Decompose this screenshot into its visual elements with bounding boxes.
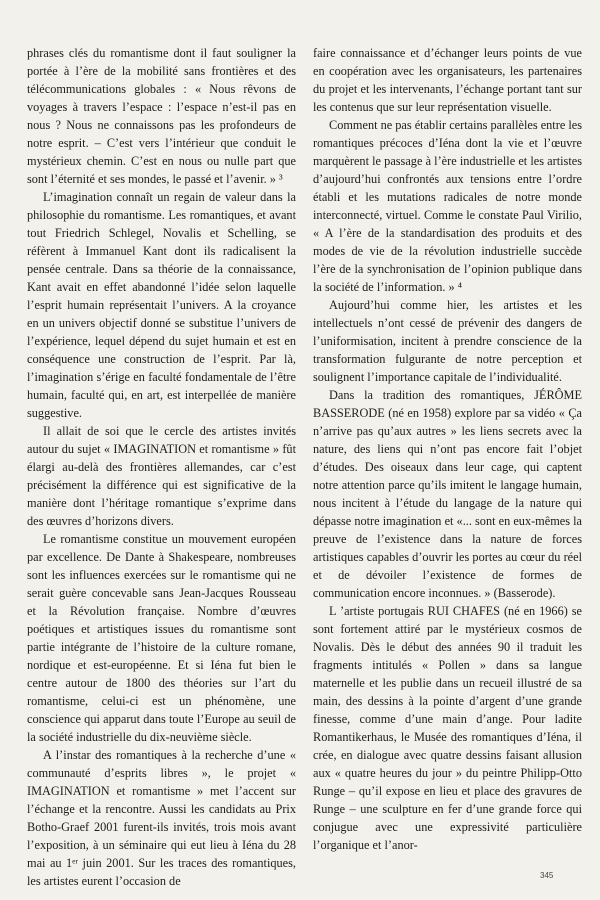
- paragraph: Il allait de soi que le cercle des artistes invités autour du sujet « IMAGINATION et romantisme » fût élargi au-delà des frontières allemandes, car c’est précisément la différence qui est significative de la manière dont l’héritage romantique s’exprime dans des œuvres d’horizons divers.: [27, 424, 296, 528]
- paragraph: A l’instar des romantiques à la recherche d’une « communauté d’esprits libres », le projet « IMAGINATION et romantisme » met l’accent sur l’échange et la rencontre. Aussi les candidats au Prix Botho-Graef 2001 furent-ils invités, trois mois avant l’exposition, à un séminaire qui eut lieu à Iéna du 28 mai au 1ᵉʳ juin 2001. Sur les traces des romantiques, les artistes eurent l’occasion de: [27, 748, 296, 888]
- paragraph: faire connaissance et d’échanger leurs points de vue en coopération avec les organisateurs, les partenaires du projet et les intervenants, l’échange portant tant sur les contenus que sur leur représentation visuelle.: [313, 46, 582, 114]
- paragraph: phrases clés du romantisme dont il faut souligner la portée à l’ère de la mobilité sans frontières et des télécommunications globales : « Nous rêvons de voyages à travers l’espace : l’espace n’est-il pas en nous ? Nous ne connaissons pas les profondeurs de notre esprit. – C’est vers l’intérieur que conduit le mystérieux chemin. C’est en nous ou nulle part que sont l’éternité et ses mondes, le passé et l’avenir. » ³: [27, 46, 296, 186]
- page-number: 345: [540, 871, 554, 880]
- paragraph: Dans la tradition des romantiques, JÉRÔME BASSERODE (né en 1958) explore par sa vidéo « Ça n’arrive pas qu’aux autres » les liens secrets avec la nature, des liens qui n’ont pas encore fait l’objet d’études. Des oiseaux dans leur cage, qui captent notre attention parce qu’ils imitent le langage humain, nous incitent à l’étude du langage de la nature qui dépasse notre imagination et «... sont en eux-mêmes la preuve de l’existence dans la nature de forces artistiques capables d’ouvrir les portes au cœur du réel et de dévoiler l’existence de formes de communication encore inconnues. » (Basserode).: [313, 388, 582, 600]
- paragraph: Comment ne pas établir certains parallèles entre les romantiques précoces d’Iéna dont la vie et l’œuvre marquèrent le passage à l’ère industrielle et les artistes d’aujourd’hui confrontés aux tensions entre l’ordre établi et les mutations radicales de notre monde interconnecté, virtuel. Comme le constate Paul Virilio, « A l’ère de la standardisation des produits et des modes de vie de la révolution industrielle succède l’ère de la synchronisation de l’opinion publique dans la société de l’information. » ⁴: [313, 118, 583, 294]
- paragraph: L’imagination connaît un regain de valeur dans la philosophie du romantisme. Les romantiques, et avant tout Friedrich Schlegel, Novalis et Schelling, se réfèrent à Immanuel Kant dont ils radicalisent la pensée centrale. Dans sa théorie de la connaissance, Kant avait en effet abandonné l’idée selon laquelle l’esprit humain représentait l’univers. A la croyance en un univers objectif donné se substitue l’univers de l’expérience, lequel dépend du sujet humain et est en conséquence une construction de l’esprit. Par là, l’imagination s’érige en faculté fondamentale de l’être humain, faculté qui, en art, est interpellée de manière suggestive.: [27, 190, 296, 420]
- paragraph: L ’artiste portugais RUI CHAFES (né en 1966) se sont fortement attiré par le mystérieux cosmos de Novalis. Dès le début des années 90 il traduit les fragments intitulés « Pollen » dans sa langue maternelle et les publie dans un recueil illustré de sa main, des dessins à la pointe d’argent d’une grande finesse, comme d’une main d’ange. Pour ladite Romantikerhaus, le Musée des romantiques d’Iéna, il crée, en dialogue avec quatre dessins faisant allusion aux « quatre heures du jour » du peintre Philipp-Otto Runge – qu’il expose en lieu et place des gravures de Runge – une sculpture en fer d’une grande force qui conjugue avec une expressivité particulière l’organique et l’anor-: [313, 604, 582, 852]
- paragraph: Le romantisme constitue un mouvement européen par excellence. De Dante à Shakespeare, nombreuses sont les influences exercées sur le romantisme qui ne serait guère concevable sans Jean-Jacques Rousseau et la Révolution française. Nombre d’œuvres poétiques et artistiques issues du romantisme sont partie intégrante de l’histoire de la culture romane, nordique et est-européenne. Et si Iéna fut bien le centre autour de 1800 des théories sur l’art du romantisme, celui-ci est un phénomène, une conscience qui apparut dans toute l’Europe au seuil de la société industrielle du dix-neuvième siècle.: [27, 532, 296, 744]
- right-text-column: [313, 44, 582, 854]
- paragraph: Aujourd’hui comme hier, les artistes et les intellectuels n’ont cessé de prévenir des dangers de l’uniformisation, incitent à prendre conscience de la transformation fulgurante de notre perception et soulignent l’importance capitale de l’individualité.: [313, 298, 582, 384]
- left-text-column: [27, 44, 296, 890]
